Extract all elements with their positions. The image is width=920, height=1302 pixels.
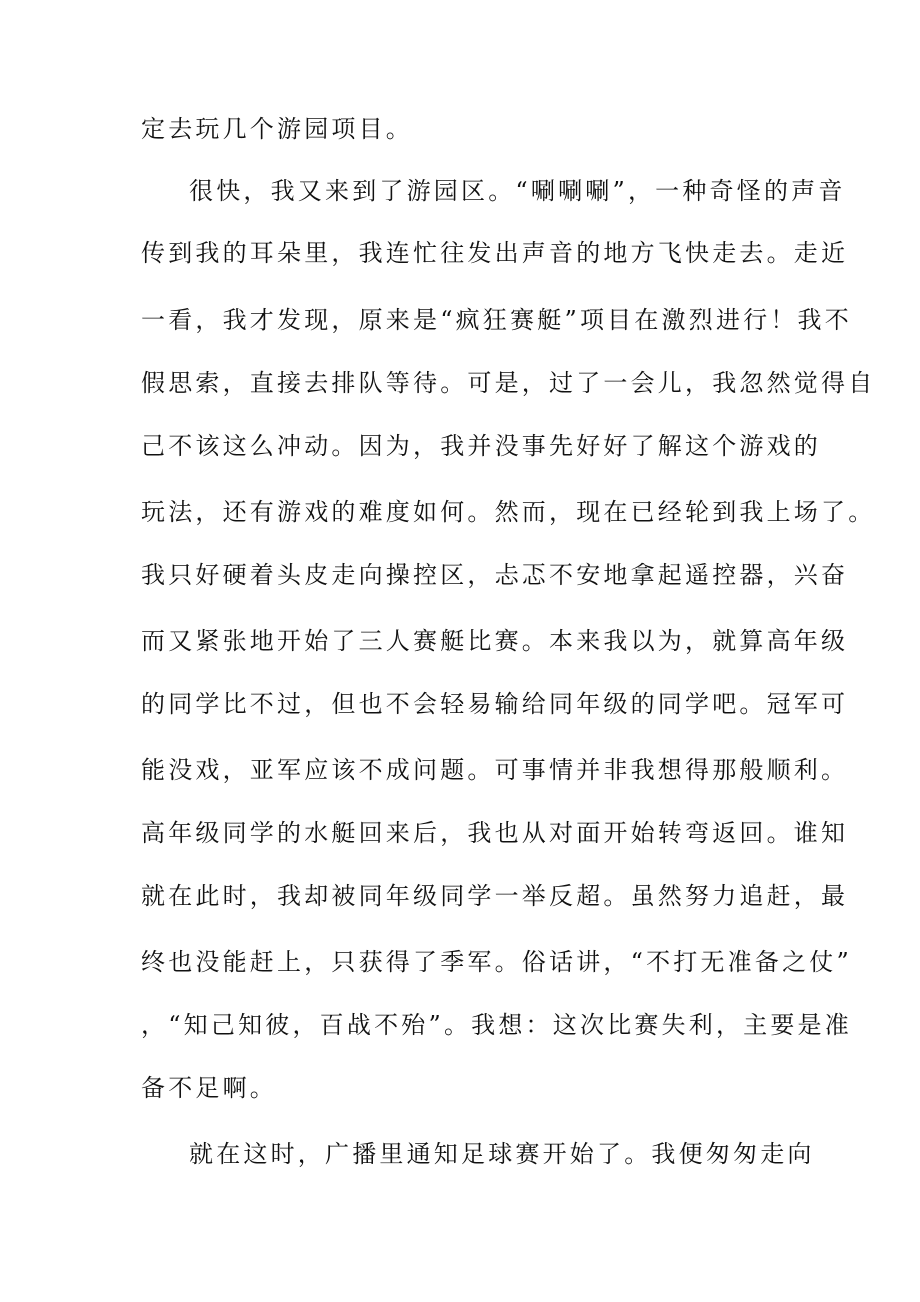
text-line: 假思索，直接去排队等待。可是，过了一会儿，我忽然觉得自	[141, 369, 876, 397]
paragraph-first-line: 就在这时，广播里通知足球赛开始了。我便匆匆走向	[189, 1140, 815, 1168]
text-line: ，“知己知彼，百战不殆”。我想：这次比赛失利，主要是准	[141, 1011, 852, 1039]
text-line: 而又紧张地开始了三人赛艇比赛。本来我以为，就算高年级	[141, 627, 849, 655]
text-line: 定去玩几个游园项目。	[141, 115, 413, 143]
text-line: 我只好硬着头皮走向操控区，忐忑不安地拿起遥控器，兴奋	[141, 561, 849, 589]
text-line: 高年级同学的水艇回来后，我也从对面开始转弯返回。谁知	[141, 819, 849, 847]
text-line: 玩法，还有游戏的难度如何。然而，现在已经轮到我上场了。	[141, 498, 876, 526]
text-line: 己不该这么冲动。因为，我并没事先好好了解这个游戏的	[141, 432, 821, 460]
text-line: 传到我的耳朵里，我连忙往发出声音的地方飞快走去。走近	[141, 239, 849, 267]
text-line: 的同学比不过，但也不会轻易输给同年级的同学吧。冠军可	[141, 690, 849, 718]
text-line: 终也没能赶上，只获得了季军。俗话讲，“不打无准备之仗”	[141, 948, 852, 976]
text-line: 备不足啊。	[141, 1074, 277, 1102]
text-line: 就在此时，我却被同年级同学一举反超。虽然努力追赶，最	[141, 882, 849, 910]
paragraph-first-line: 很快，我又来到了游园区。“唰唰唰”，一种奇怪的声音	[189, 177, 846, 205]
text-line: 一看，我才发现，原来是“疯狂赛艇”项目在激烈进行！我不	[141, 306, 852, 334]
text-line: 能没戏，亚军应该不成问题。可事情并非我想得那般顺利。	[141, 756, 849, 784]
